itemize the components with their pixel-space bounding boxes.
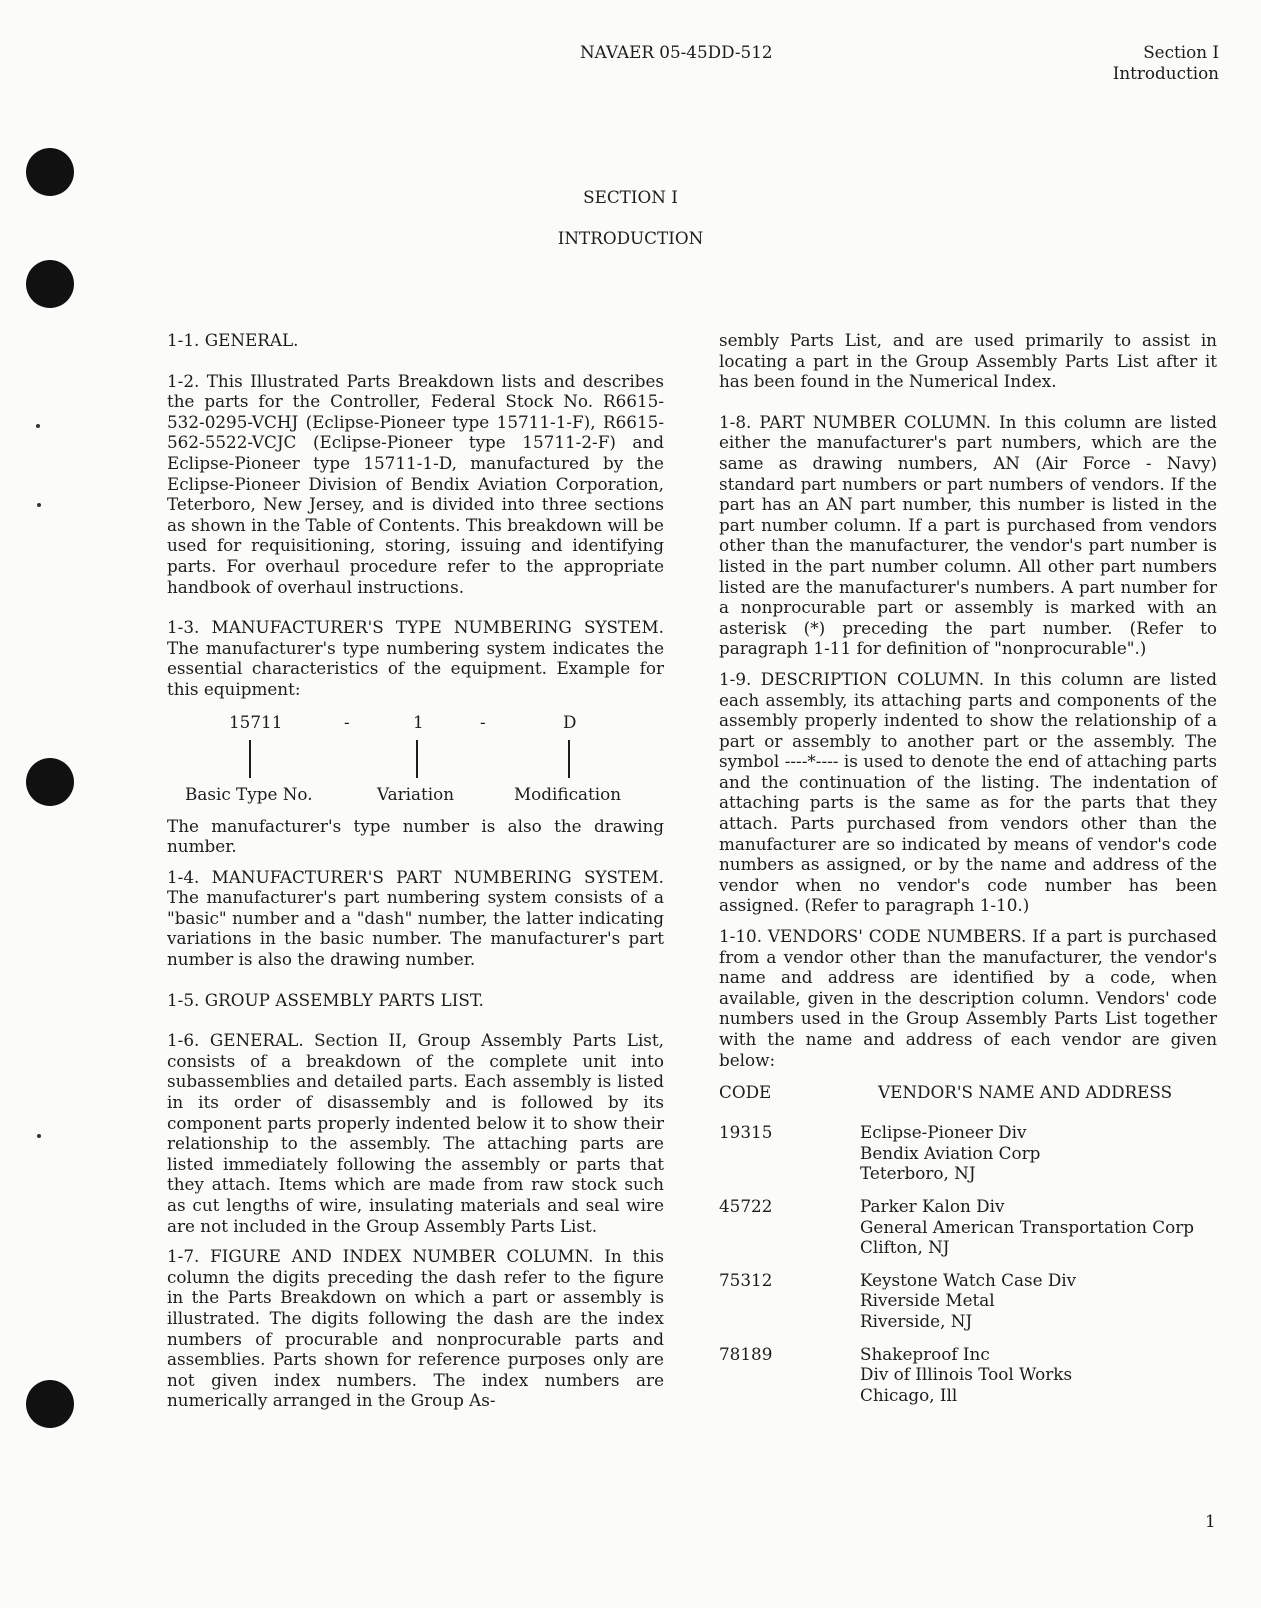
scan-speck xyxy=(36,424,40,428)
para-1-7-continued: sembly Parts List, and are used primarily to assist in locating a part in the Group Assembly Parts List after it has been found in the Numerical Index. xyxy=(719,330,1217,392)
doc-number: NAVAER 05-45DD-512 xyxy=(580,42,773,62)
vendor-name: Keystone Watch Case Div xyxy=(860,1269,1077,1290)
vendor-address-line: General American Transportation Corp xyxy=(860,1216,1195,1237)
type-dash: - xyxy=(480,711,486,732)
para-1-6: 1-6. GENERAL. Section II, Group Assembly Parts List, consists of a breakdown of the complete unit into subassemblies and detailed parts. Each assembly is listed in its order of disassembly and is followed by its component parts properly indented below it to show their relationship to the assembly. The attaching parts are listed immediately following the assembly or parts that they attach. Items which are made from raw stock such as cut lengths of wire, insulating materials and seal wire are not included in the Group Assembly Parts List. xyxy=(167,1030,664,1236)
column-header-vendor: VENDOR'S NAME AND ADDRESS xyxy=(878,1082,1173,1103)
vendor-address xyxy=(860,1344,1217,1406)
vendor-address-line: Bendix Aviation Corp xyxy=(860,1142,1041,1163)
vendor-name: Eclipse-Pioneer Div xyxy=(860,1122,1027,1143)
vendor-row xyxy=(719,1270,1217,1332)
section-label-line1: Section I xyxy=(1143,42,1219,62)
type-dash: - xyxy=(344,711,350,732)
binder-hole xyxy=(26,260,74,308)
vendor-code: 19315 xyxy=(719,1122,773,1143)
binder-hole xyxy=(26,1380,74,1428)
vendor-name: Shakeproof Inc xyxy=(860,1343,990,1364)
page-number: 1 xyxy=(1205,1511,1216,1531)
type-modification-letter: D xyxy=(563,711,577,732)
connector-line xyxy=(249,740,251,778)
vendor-address-line: Clifton, NJ xyxy=(860,1237,950,1258)
label-variation: Variation xyxy=(377,783,454,804)
vendor-table-header xyxy=(719,1082,1217,1110)
vendor-address-line: Div of Illinois Tool Works xyxy=(860,1364,1073,1385)
binder-hole xyxy=(26,758,74,806)
section-label xyxy=(1113,42,1219,83)
column-header-code: CODE xyxy=(719,1082,772,1103)
section-title: SECTION I xyxy=(583,187,678,207)
type-basic-number: 15711 xyxy=(229,711,283,732)
page-title: INTRODUCTION xyxy=(557,228,704,248)
vendor-address-line: Riverside, NJ xyxy=(860,1310,973,1331)
type-number-diagram xyxy=(167,712,664,810)
vendor-address-line: Teterboro, NJ xyxy=(860,1163,976,1184)
vendor-row xyxy=(719,1196,1217,1258)
vendor-address-line: Riverside Metal xyxy=(860,1290,995,1311)
para-1-2: 1-2. This Illustrated Parts Breakdown lists and describes the parts for the Controller, Federal Stock No. R6615-532-0295-VCHJ (Eclipse-Pioneer type 15711-1-F), R6615-562-5522-VCJC (Eclipse-Pioneer type 15711-2-F) and Eclipse-Pioneer type 15711-1-D, manufactured by the Eclipse-Pioneer Division of Bendix Aviation Corporation, Teterboro, New Jersey, and is divided into three sections as shown in the Table of Contents. This breakdown will be used for requisitioning, storing, issuing and identifying parts. For overhaul procedure refer to the appropriate handbook of overhaul instructions. xyxy=(167,370,664,597)
scan-speck xyxy=(37,1134,41,1138)
para-1-10: 1-10. VENDORS' CODE NUMBERS. If a part is purchased from a vendor other than the manufacturer, the vendor's name and address are identified by a code, when available, given in the description column. Vendors' code numbers used in the Group Assembly Parts List together with the name and address of each vendor are given below: xyxy=(719,926,1217,1070)
para-1-3: 1-3. MANUFACTURER'S TYPE NUMBERING SYSTEM. The manufacturer's type numbering system indicates the essential characteristics of the equipment. Example for this equipment: xyxy=(167,617,664,699)
para-1-8: 1-8. PART NUMBER COLUMN. In this column are listed either the manufacturer's part numbers, which are the same as drawing numbers, AN (Air Force - Navy) standard part numbers or part numbers of vendors. If the part has an AN part number, this number is listed in the part number column. If a part is purchased from vendors other than the manufacturer, the vendor's part number is listed in the part number column. All other part numbers listed are the manufacturer's numbers. A part number for a nonprocurable part or assembly is marked with an asterisk (*) preceding the part number. (Refer to paragraph 1-11 for definition of "nonprocurable".) xyxy=(719,411,1217,659)
para-1-5-heading: 1-5. GROUP ASSEMBLY PARTS LIST. xyxy=(167,989,484,1010)
left-column xyxy=(167,330,664,1411)
connector-line xyxy=(568,740,570,778)
vendor-code: 45722 xyxy=(719,1195,773,1216)
vendor-address xyxy=(860,1122,1217,1184)
label-basic-type: Basic Type No. xyxy=(185,783,313,804)
section-label-line2: Introduction xyxy=(1112,62,1219,83)
vendor-row xyxy=(719,1344,1217,1406)
para-1-7: 1-7. FIGURE AND INDEX NUMBER COLUMN. In this column the digits preceding the dash refer to the figure in the Parts Breakdown on which a part or assembly is illustrated. The digits following the dash are the index numbers of procurable and nonprocurable parts and assemblies. Parts shown for reference purposes only are not given index numbers. The index numbers are numerically arranged in the Group As- xyxy=(167,1246,664,1411)
label-modification: Modification xyxy=(514,783,622,804)
vendor-name: Parker Kalon Div xyxy=(860,1195,1005,1216)
para-1-9: 1-9. DESCRIPTION COLUMN. In this column are listed each assembly, its attaching parts and components of the assembly properly indented to show the relationship of a part or assembly to another part or the assembly. The symbol ----*---- is used to denote the end of attaching parts and the continuation of the listing. The indentation of attaching parts is the same as for the parts that they attach. Parts purchased from vendors other than the manufacturer are so indicated by means of vendor's code numbers as assigned, or by the name and address of the vendor when no vendor's code number has been assigned. (Refer to paragraph 1-10.) xyxy=(719,668,1217,916)
vendor-address xyxy=(860,1270,1217,1332)
vendor-code: 78189 xyxy=(719,1343,773,1364)
vendor-code: 75312 xyxy=(719,1269,773,1290)
right-column xyxy=(719,330,1217,1405)
para-1-3-note: The manufacturer's type number is also the drawing number. xyxy=(167,815,664,857)
vendor-address-line: Chicago, Ill xyxy=(860,1384,958,1405)
connector-line xyxy=(416,740,418,778)
para-1-4: 1-4. MANUFACTURER'S PART NUMBERING SYSTEM. The manufacturer's part numbering system consists of a "basic" number and a "dash" number, the latter indicating variations in the basic number. The manufacturer's part number is also the drawing number. xyxy=(167,866,664,970)
scan-speck xyxy=(37,503,41,507)
type-variation-number: 1 xyxy=(413,711,424,732)
vendor-address xyxy=(860,1196,1217,1258)
para-1-1-heading: 1-1. GENERAL. xyxy=(167,330,299,350)
vendor-row xyxy=(719,1122,1217,1184)
